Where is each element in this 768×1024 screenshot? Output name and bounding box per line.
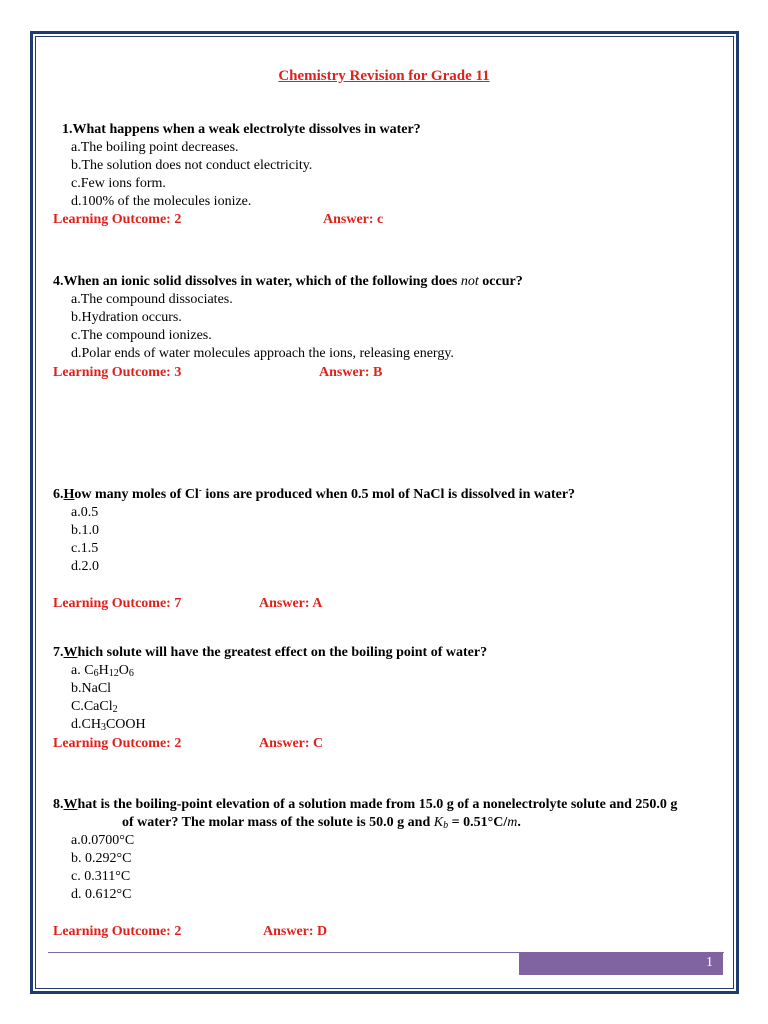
q8-learning-outcome: Learning Outcome: 2 bbox=[53, 924, 182, 939]
document-title: Chemistry Revision for Grade 11 bbox=[278, 68, 490, 84]
q4-option-a: a.The compound dissociates. bbox=[71, 292, 233, 307]
q8-option-d: d. 0.612°C bbox=[71, 887, 132, 902]
q1-option-a: a.The boiling point decreases. bbox=[71, 140, 239, 155]
question-8-line-1: 8.What is the boiling-point elevation of a solution made from 15.0 g of a nonelectrolyte solute and 250.0 g bbox=[53, 797, 678, 812]
q6-option-a: a.0.5 bbox=[71, 505, 99, 520]
q6-option-d: d.2.0 bbox=[71, 559, 99, 574]
q8-option-b: b. 0.292°C bbox=[71, 851, 132, 866]
q8-answer: Answer: D bbox=[263, 924, 328, 939]
question-8-line-2: of water? The molar mass of the solute is 50.0 g and $K_b = 0.51^\circ C/m$. bbox=[122, 815, 521, 831]
q6-option-b: b.1.0 bbox=[71, 523, 99, 538]
question-6: 6.How many moles of Cl- ions are produced when 0.5 mol of NaCl is dissolved in water? bbox=[53, 485, 576, 502]
q6-learning-outcome: Learning Outcome: 7 bbox=[53, 596, 182, 611]
q1-option-c: c.Few ions form. bbox=[71, 176, 166, 191]
q7-learning-outcome: Learning Outcome: 2 bbox=[53, 736, 182, 751]
q4-learning-outcome: Learning Outcome: 3 bbox=[53, 365, 182, 380]
q1-option-d: d.100% of the molecules ionize. bbox=[71, 194, 252, 209]
q6-answer: Answer: A bbox=[259, 596, 323, 611]
q7-option-c: C.CaCl$_2$ bbox=[71, 699, 118, 715]
question-1: 1.What happens when a weak electrolyte dissolves in water? bbox=[62, 122, 421, 137]
q7-option-b: b.NaCl bbox=[71, 681, 112, 696]
page-number-badge bbox=[519, 952, 723, 975]
question-4: 4.When an ionic solid dissolves in water, which of the following does not occur? bbox=[53, 274, 523, 289]
question-7: 7.Which solute will have the greatest effect on the boiling point of water? bbox=[53, 645, 488, 660]
q6-option-c: c.1.5 bbox=[71, 541, 99, 556]
q4-answer: Answer: B bbox=[319, 365, 383, 380]
q1-learning-outcome: Learning Outcome: 2 bbox=[53, 212, 182, 227]
q1-answer: Answer: c bbox=[323, 212, 384, 227]
q7-option-a: a. $C_6H_{12}O_6$ bbox=[71, 663, 134, 679]
q8-option-a: a.0.0700°C bbox=[71, 833, 135, 848]
q1-option-b: b.The solution does not conduct electricity. bbox=[71, 158, 313, 173]
q4-option-b: b.Hydration occurs. bbox=[71, 310, 182, 325]
page-number: 1 bbox=[706, 955, 713, 970]
q4-option-c: c.The compound ionizes. bbox=[71, 328, 212, 343]
q4-option-d: d.Polar ends of water molecules approach the ions, releasing energy. bbox=[71, 346, 454, 361]
q7-answer: Answer: C bbox=[259, 736, 324, 751]
q7-option-d: $d.CH_3COOH$ bbox=[71, 717, 146, 733]
q8-option-c: c. 0.311°C bbox=[71, 869, 131, 884]
